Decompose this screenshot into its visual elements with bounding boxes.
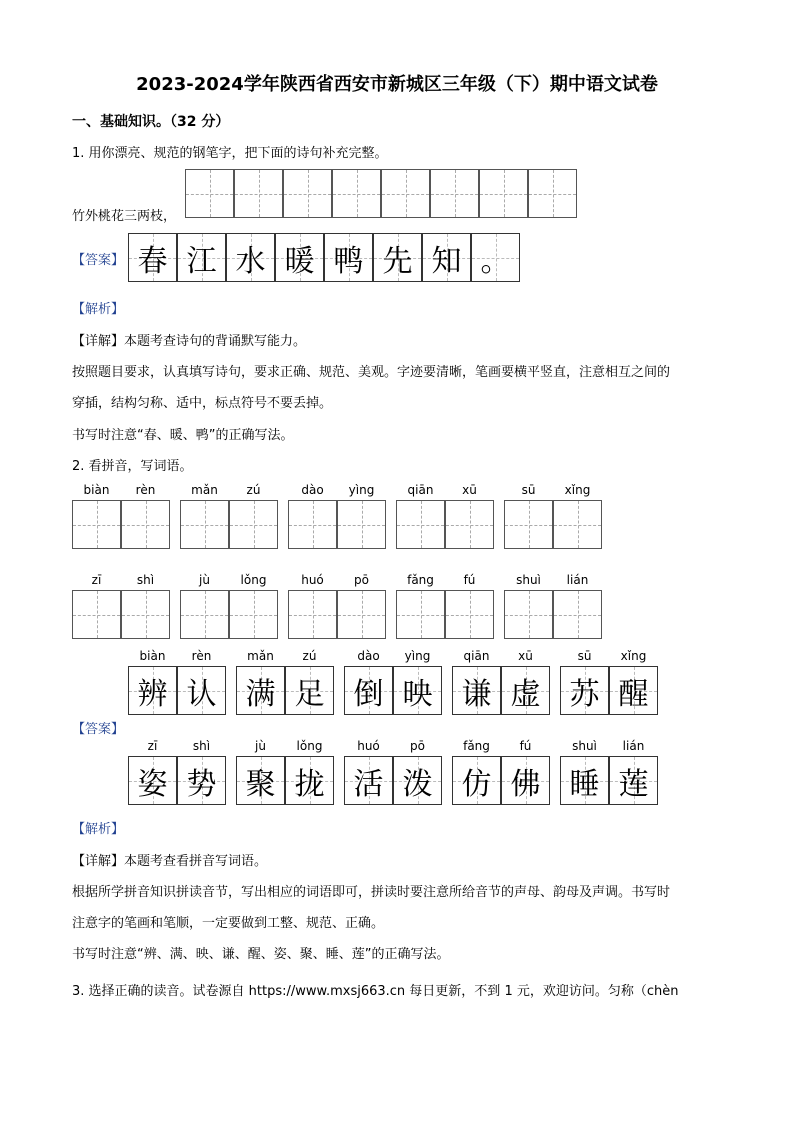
q1-para-1: 按照题目要求，认真填写诗句，要求正确、规范、美观。字迹要清晰，笔画要横平竖直，注意相互之间的 [72,365,671,380]
pinyin-label: dào [357,649,380,663]
pinyin-label: mǎn [191,483,218,497]
q2-empty-box [229,500,278,549]
q1-empty-box [479,169,528,218]
pinyin-label: qiān [463,649,490,663]
answer-char: 姿 [137,766,168,802]
q2-answer-box [609,666,658,715]
q2-answer-box [344,666,393,715]
q1-answer-box [471,233,520,282]
q1-empty-box [528,169,577,218]
q2-answer-box [560,756,609,805]
q2-answer-tag: 【答案】 [72,722,125,737]
section-heading: 一、基础知识。（32 分） [72,114,230,130]
answer-char: 先 [382,243,413,279]
pinyin-label: biàn [139,649,166,663]
q2-empty-box [229,590,278,639]
q2-empty-box [337,590,386,639]
q2-empty-box [337,500,386,549]
answer-char: 暖 [284,243,315,279]
q2-empty-box [288,500,337,549]
q2-empty-box [445,500,494,549]
pinyin-label: fǎng [463,739,490,753]
q1-analysis-tag: 【解析】 [72,302,125,317]
pinyin-label: lǒng [296,739,323,753]
answer-char: 认 [186,676,217,712]
pinyin-label: shì [192,739,211,753]
q2-para-2: 注意字的笔画和笔顺，一定要做到工整、规范、正确。 [72,916,385,931]
pinyin-label: huó [357,739,380,753]
answer-char: 辨 [137,676,168,712]
answer-char: 水 [235,243,266,279]
q2-empty-box [121,590,170,639]
q2-answer-box [393,756,442,805]
q2-empty-box [72,500,121,549]
answer-char: 谦 [461,676,492,712]
q2-answer-box [501,756,550,805]
pinyin-label: yìng [348,483,375,497]
pinyin-label: fǎng [407,573,434,587]
answer-char: 活 [353,766,384,802]
q1-empty-box [430,169,479,218]
q1-answer-box [226,233,275,282]
q1-empty-box [381,169,430,218]
q2-answer-box [128,756,177,805]
q1-answer-box [324,233,373,282]
pinyin-label: huó [301,573,324,587]
q1-answer-box [275,233,324,282]
pinyin-label: pō [410,739,425,753]
pinyin-label: zú [246,483,261,497]
answer-char: 足 [294,676,325,712]
pinyin-label: mǎn [247,649,274,663]
q2-answer-box [393,666,442,715]
q2-para-3: 书写时注意“辨、满、映、谦、醒、姿、聚、睡、莲”的正确写法。 [72,947,450,962]
answer-char: 醒 [618,676,649,712]
q2-empty-box [504,500,553,549]
answer-char: 。 [480,243,511,279]
answer-char: 鸭 [333,243,364,279]
q2-empty-box [396,590,445,639]
pinyin-label: xū [462,483,477,497]
pinyin-label: xū [518,649,533,663]
pinyin-label: yìng [404,649,431,663]
q3-prompt: 3. 选择正确的读音。试卷源自 https://www.mxsj663.cn 每日更新，不到 1 元，欢迎访问。匀称（chèn [72,984,679,999]
q2-answer-box [501,666,550,715]
q2-detail: 【详解】本题考查看拼音写词语。 [72,854,268,869]
pinyin-label: qiān [407,483,434,497]
pinyin-label: sū [577,649,592,663]
pinyin-label: pō [354,573,369,587]
q1-answer-tag: 【答案】 [72,253,125,268]
q2-empty-box [72,590,121,639]
q2-answer-box [128,666,177,715]
pinyin-label: shuì [572,739,597,753]
answer-char: 睡 [569,766,600,802]
answer-char: 倒 [353,676,384,712]
answer-char: 拢 [294,766,325,802]
pinyin-label: zī [147,739,158,753]
answer-char: 莲 [618,766,649,802]
q1-empty-box [283,169,332,218]
q1-answer-box [128,233,177,282]
q2-analysis-tag: 【解析】 [72,822,125,837]
pinyin-label: lǒng [240,573,267,587]
q2-empty-box [180,590,229,639]
pinyin-label: fú [463,573,476,587]
q1-detail: 【详解】本题考查诗句的背诵默写能力。 [72,334,307,349]
pinyin-label: biàn [83,483,110,497]
pinyin-label: xǐng [564,483,591,497]
answer-char: 春 [137,243,168,279]
q2-empty-box [121,500,170,549]
q2-answer-box [177,756,226,805]
q2-empty-box [288,590,337,639]
q1-empty-box [234,169,283,218]
q2-empty-box [396,500,445,549]
q1-answer-box [422,233,471,282]
q1-answer-box [373,233,422,282]
answer-char: 势 [186,766,217,802]
answer-char: 聚 [245,766,276,802]
answer-char: 映 [402,676,433,712]
pinyin-label: rèn [135,483,156,497]
pinyin-label: zī [91,573,102,587]
answer-char: 佛 [510,766,541,802]
answer-char: 苏 [569,676,600,712]
answer-char: 泼 [402,766,433,802]
pinyin-label: xǐng [620,649,647,663]
answer-char: 满 [245,676,276,712]
q2-answer-box [177,666,226,715]
q2-answer-box [285,756,334,805]
pinyin-label: rèn [191,649,212,663]
pinyin-label: jù [255,739,266,753]
pinyin-label: jù [199,573,210,587]
q1-empty-box [332,169,381,218]
q2-prompt: 2. 看拼音，写词语。 [72,459,193,474]
q2-para-1: 根据所学拼音知识拼读音节，写出相应的词语即可，拼读时要注意所给音节的声母、韵母及声调。书写时 [72,885,671,900]
q2-empty-box [553,500,602,549]
pinyin-label: fú [519,739,532,753]
q1-para-3: 书写时注意“春、暖、鸭”的正确写法。 [72,428,294,443]
q2-answer-box [452,756,501,805]
pinyin-label: lián [566,573,589,587]
answer-char: 仿 [461,766,492,802]
answer-char: 虚 [510,676,541,712]
pinyin-label: shì [136,573,155,587]
q2-empty-box [445,590,494,639]
page-title: 2023-2024学年陕西省西安市新城区三年级（下）期中语文试卷 [136,74,658,95]
q2-answer-box [452,666,501,715]
pinyin-label: zú [302,649,317,663]
pinyin-label: dào [301,483,324,497]
q2-answer-box [236,756,285,805]
pinyin-label: lián [622,739,645,753]
q2-answer-box [285,666,334,715]
q1-empty-box [185,169,234,218]
answer-char: 知 [431,243,462,279]
pinyin-label: shuì [516,573,541,587]
q2-answer-box [236,666,285,715]
q2-empty-box [180,500,229,549]
q1-lead-text: 竹外桃花三两枝， [72,209,177,224]
q2-answer-box [344,756,393,805]
q2-empty-box [553,590,602,639]
q1-answer-box [177,233,226,282]
q2-answer-box [609,756,658,805]
q1-prompt: 1. 用你漂亮、规范的钢笔字，把下面的诗句补充完整。 [72,146,388,161]
answer-char: 江 [186,243,217,279]
q2-empty-box [504,590,553,639]
q2-answer-box [560,666,609,715]
q1-para-2: 穿插，结构匀称、适中，标点符号不要丢掉。 [72,396,333,411]
pinyin-label: sū [521,483,536,497]
